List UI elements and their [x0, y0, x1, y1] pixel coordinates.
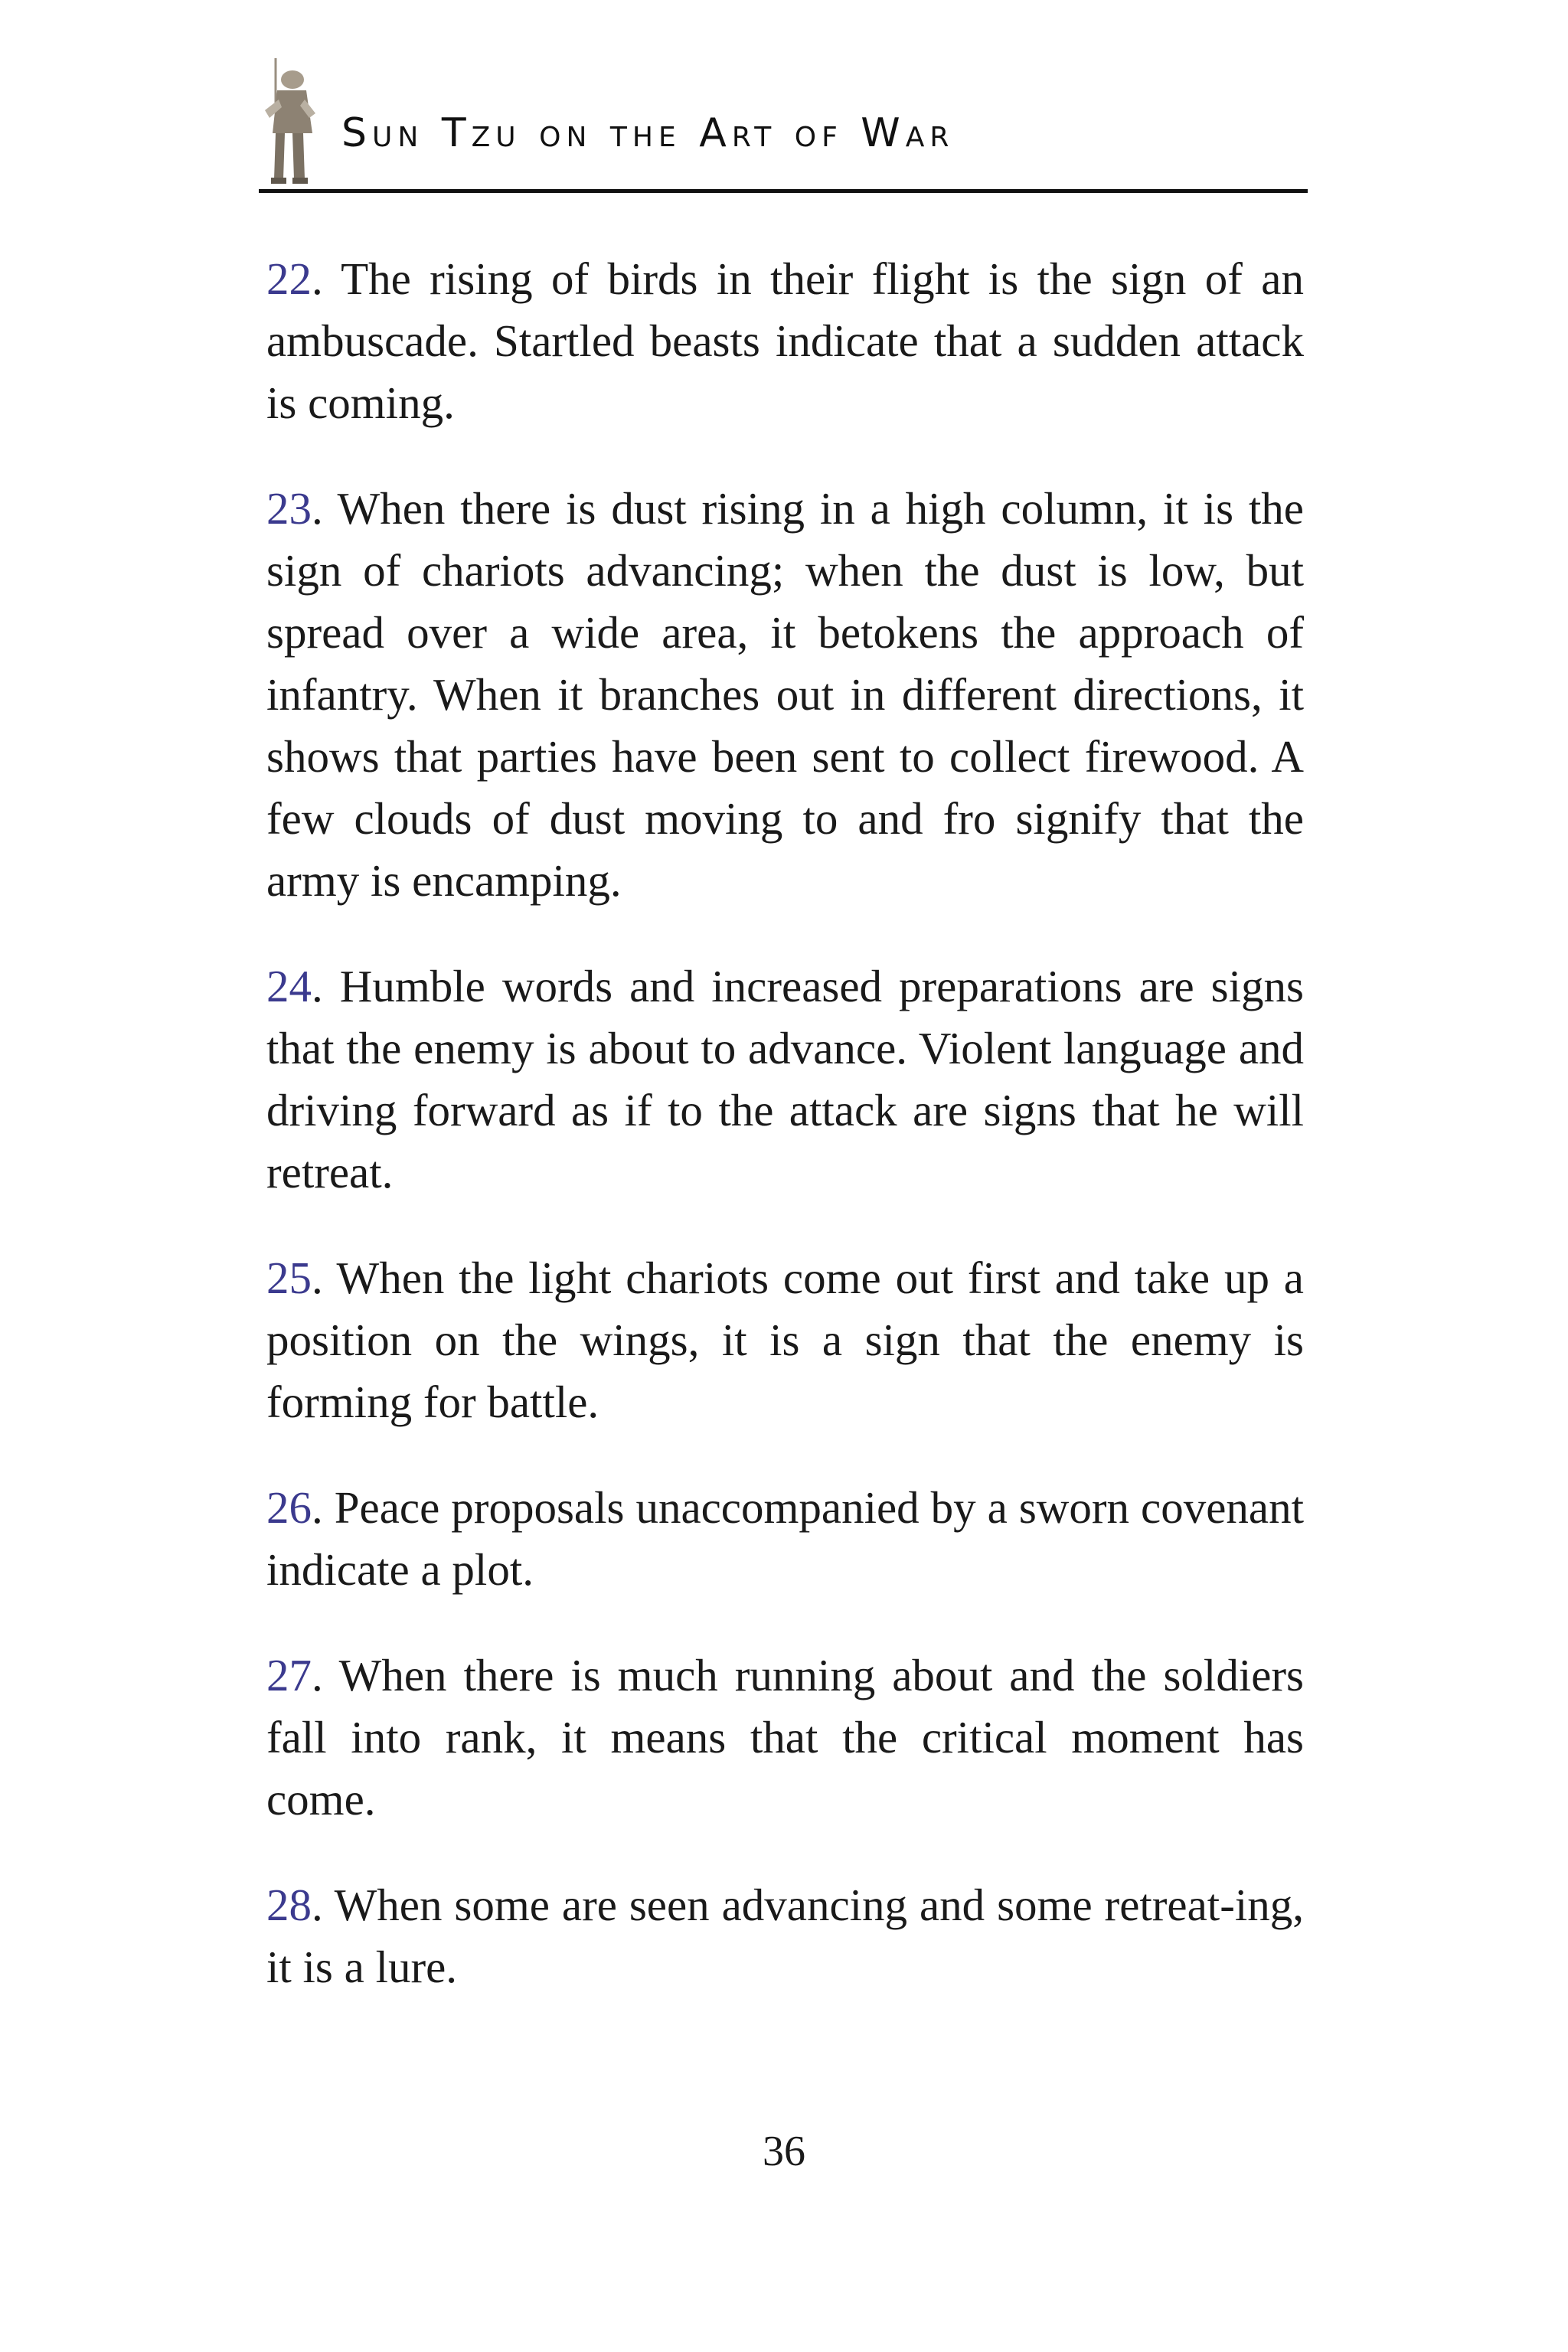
warrior-figure-icon [259, 57, 317, 187]
verse-23 [266, 478, 1304, 912]
verse-text: . Peace proposals unaccompanied by a sworn covenant indicate a plot. [266, 1482, 1304, 1595]
verse-27 [266, 1645, 1304, 1831]
verse-number: 27 [266, 1650, 312, 1700]
verse-number: 23 [266, 483, 312, 534]
verse-text: . The rising of birds in their flight is the sign of an ambuscade. Startled beasts indicate that a sudden attack is coming. [266, 253, 1304, 428]
verse-text: . When there is dust rising in a high column, it is the sign of chariots advancing; when the dust is low, but spread over a wide area, it betokens the approach of infantry. When it branches out in different directions, it shows that parties have been sent to collect firewood. A few clouds of dust moving to and fro signify that the army is encamping. [266, 483, 1304, 906]
verse-22 [266, 248, 1304, 434]
page-body [266, 248, 1304, 2042]
verse-25 [266, 1247, 1304, 1433]
verse-number: 25 [266, 1253, 312, 1303]
page-number: 36 [763, 2128, 805, 2175]
verse-number: 26 [266, 1482, 312, 1533]
verse-26 [266, 1477, 1304, 1601]
verse-number: 28 [266, 1880, 312, 1930]
verse-text: . When there is much running about and the soldiers fall into rank, it means that the critical moment has come. [266, 1650, 1304, 1824]
verse-text: . When the light chariots come out first and take up a position on the wings, it is a sign that the enemy is forming for battle. [266, 1253, 1304, 1427]
header-divider [259, 189, 1308, 193]
verse-24 [266, 956, 1304, 1204]
verse-number: 24 [266, 961, 312, 1011]
verse-number: 22 [266, 253, 312, 304]
verse-text: . When some are seen advancing and some retreat-ing, it is a lure. [266, 1880, 1304, 1992]
header-title: Sun Tzu on the Art of War [341, 110, 955, 156]
verse-28 [266, 1874, 1304, 1998]
verse-text: . Humble words and increased preparations are signs that the enemy is about to advance. Violent language and driving forward as if to the attack are signs that he will retreat. [266, 961, 1304, 1197]
running-header [259, 57, 1308, 194]
